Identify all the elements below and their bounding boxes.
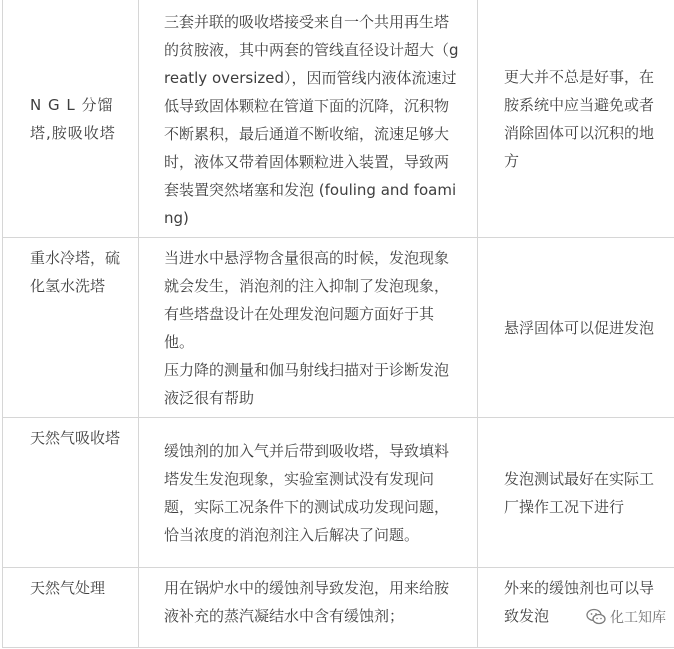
lesson-cell [478, 0, 674, 238]
lesson-text: 悬浮固体可以促进发泡 [504, 318, 655, 337]
description-cell [139, 418, 478, 568]
description-text: 当进水中悬浮物含量很高的时候，发泡现象就会发生，消泡剂的注入抑制了发泡现象，有些塔盘设计在处理发泡问题方面好于其他。 [164, 248, 450, 351]
lesson-cell [478, 418, 674, 568]
description-text: 用在锅炉水中的缓蚀剂导致发泡，用来给胺液补充的蒸汽凝结水中含有缓蚀剂； [164, 579, 450, 625]
unit-cell [3, 0, 139, 238]
unit-cell [3, 568, 139, 648]
table-row [3, 418, 674, 568]
unit-text: 重水冷塔，硫化氢水洗塔 [30, 249, 121, 295]
unit-text: 天然气处理 [30, 579, 106, 597]
lesson-text: 发泡测试最好在实际工厂操作工况下进行 [504, 469, 655, 516]
case-table [2, 0, 674, 648]
description-text: 三套并联的吸收塔接受来自一个共用再生塔的贫胺液，其中两套的管线直径设计超大（greatly oversized），因而管线内液体流速过低导致固体颗粒在管道下面的沉降，沉积物不断累积，最后通道不断收缩，流速足够大时，液体又带着固体颗粒进入装置，导致两套装置突然堵塞和发泡 (fouling and foaming) [164, 12, 459, 227]
lesson-cell [478, 238, 674, 418]
lesson-text: 外来的缓蚀剂也可以导致发泡 [504, 579, 655, 625]
description-cell [139, 0, 478, 238]
watermark-text: 化工知库 [610, 610, 666, 626]
lesson-text: 更大并不总是好事，在胺系统中应当避免或者消除固体可以沉积的地方 [504, 67, 655, 170]
wechat-icon [586, 608, 606, 626]
table-row [3, 568, 674, 648]
watermark [586, 607, 666, 627]
unit-cell [3, 418, 139, 568]
table-row [3, 0, 674, 238]
description-text: 压力降的测量和伽马射线扫描对于诊断发泡液泛很有帮助 [164, 360, 450, 407]
unit-text: N G L 分馏塔,胺吸收塔 [30, 95, 116, 142]
unit-cell [3, 238, 139, 418]
description-cell [139, 568, 478, 648]
description-text: 缓蚀剂的加入气并后带到吸收塔，导致填料塔发生发泡现象，实验室测试没有发现问题，实际工况条件下的测试成功发现问题，恰当浓度的消泡剂注入后解决了问题。 [164, 441, 450, 544]
table-row [3, 238, 674, 418]
description-cell [139, 238, 478, 418]
unit-text: 天然气吸收塔 [30, 429, 121, 447]
